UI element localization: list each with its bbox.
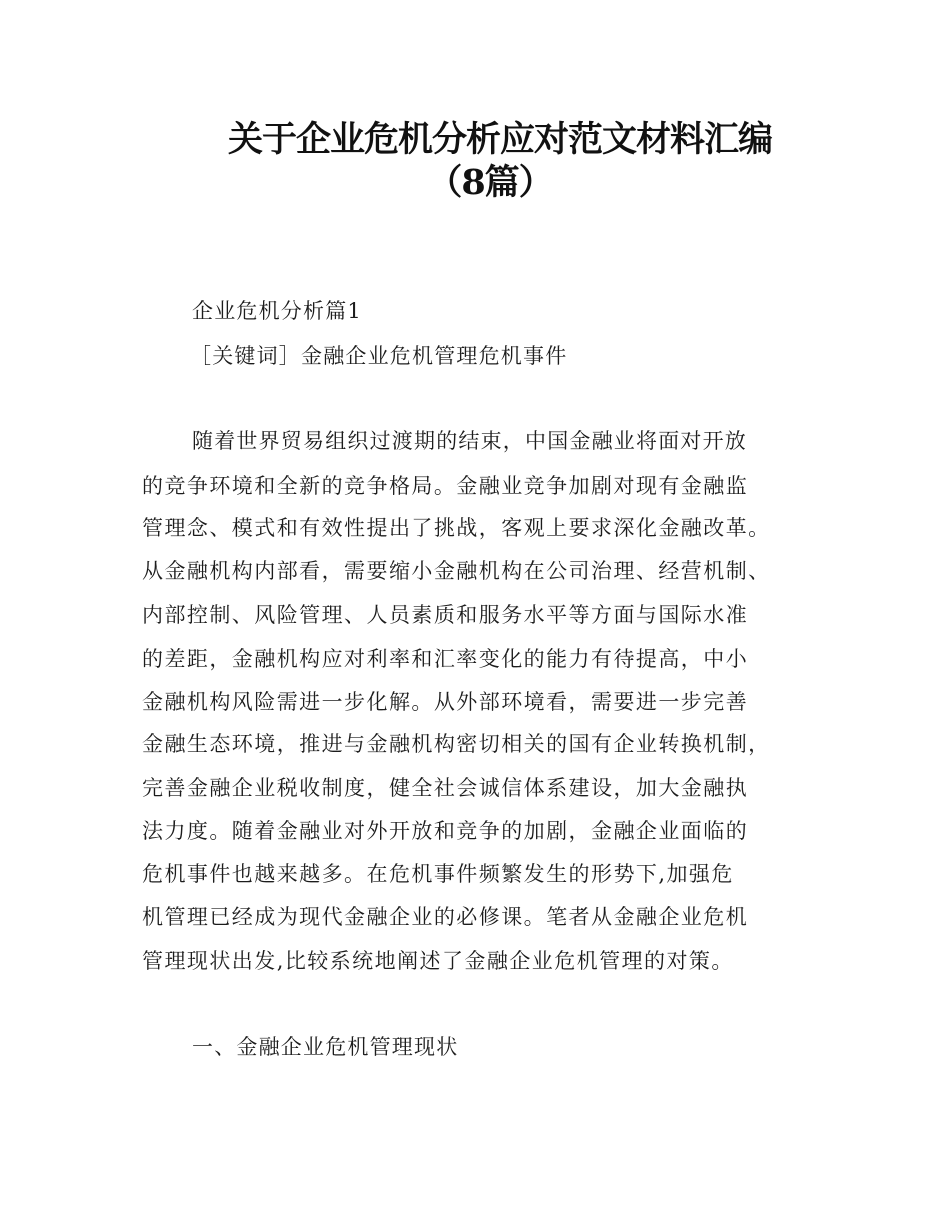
paragraph-line: 的差距，金融机构应对利率和汇率变化的能力有待提高，中小 bbox=[142, 647, 749, 671]
keywords-line: ［关键词］金融企业危机管理危机事件 bbox=[190, 344, 568, 368]
subheading: 一、金融企业危机管理现状 bbox=[192, 1035, 459, 1059]
paragraph-line: 金融机构风险需进一步化解。从外部环境看，需要进一步完善 bbox=[142, 690, 749, 714]
paragraph-line: 内部控制、风险管理、人员素质和服务水平等方面与国际水准 bbox=[142, 603, 749, 627]
paragraph-line: 机管理已经成为现代金融企业的必修课。笔者从金融企业危机 bbox=[142, 905, 749, 929]
paragraph-line: 危机事件也越来越多。在危机事件频繁发生的形势下,加强危 bbox=[142, 862, 734, 886]
document-title-line2: （8篇） bbox=[427, 162, 553, 203]
paragraph-line: 随着世界贸易组织过渡期的结束，中国金融业将面对开放 bbox=[192, 429, 747, 453]
paragraph-line: 管理现状出发,比较系统地阐述了金融企业危机管理的对策。 bbox=[142, 949, 734, 973]
document-title-line1: 关于企业危机分析应对范文材料汇编 bbox=[227, 119, 772, 160]
paragraph-line: 从金融机构内部看，需要缩小金融机构在公司治理、经营机制、 bbox=[142, 559, 771, 583]
paragraph-line: 的竞争环境和全新的竞争格局。金融业竞争加剧对现有金融监 bbox=[142, 474, 749, 498]
paragraph-line: 金融生态环境，推进与金融机构密切相关的国有企业转换机制， bbox=[142, 732, 771, 756]
section-heading: 企业危机分析篇1 bbox=[192, 299, 362, 323]
paragraph-line: 完善金融企业税收制度，健全社会诚信体系建设，加大金融执 bbox=[142, 776, 749, 800]
paragraph-line: 管理念、模式和有效性提出了挑战，客观上要求深化金融改革。 bbox=[142, 516, 771, 540]
paragraph-line: 法力度。随着金融业对外开放和竞争的加剧，金融企业面临的 bbox=[142, 819, 749, 843]
